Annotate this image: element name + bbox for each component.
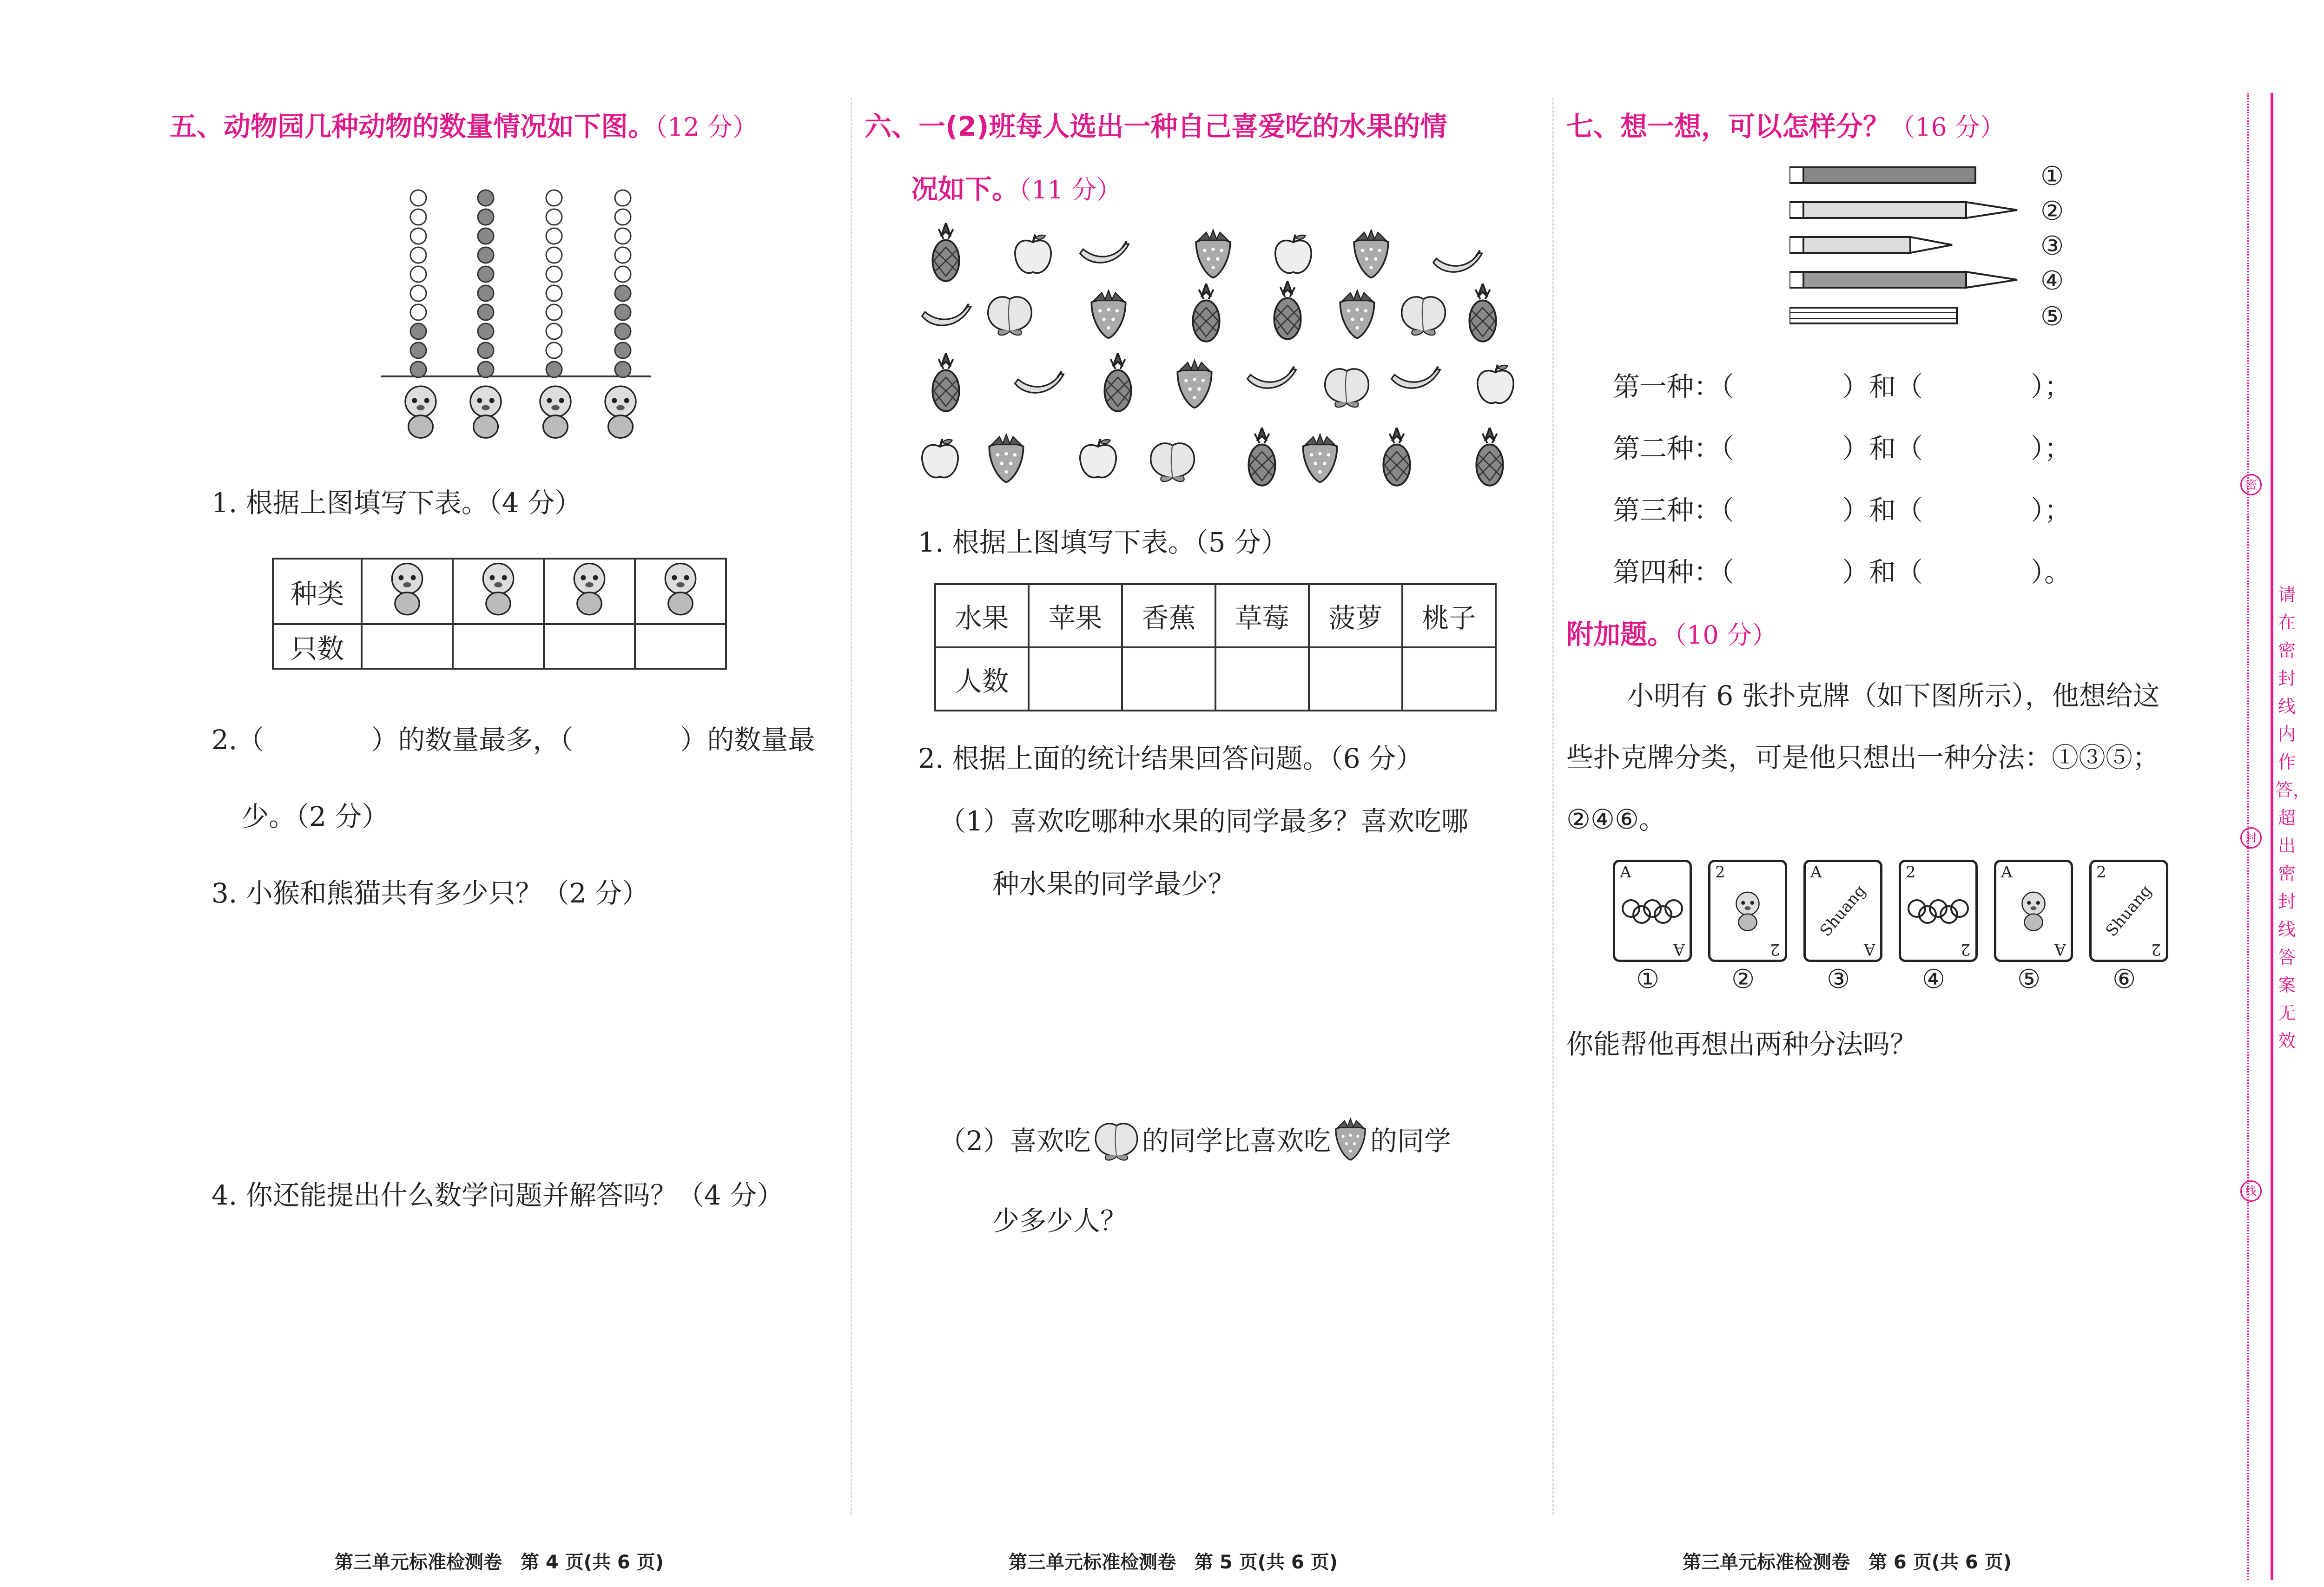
playing-card <box>1803 860 1882 962</box>
section6-sub2-line2: 少多少人？ <box>992 1205 1128 1237</box>
footer-page-5: 第三单元标准检测卷 第 5 页(共 6 页) <box>1009 1552 1338 1573</box>
table-cell-giraffe <box>544 559 635 624</box>
bonus-question: 你能帮他再想出两种分法吗？ <box>1566 1028 1917 1060</box>
section7-title <box>1566 105 2005 144</box>
bead-tiger <box>410 228 426 244</box>
bonus-answer-area[interactable] <box>1566 1069 2217 1487</box>
fruit-header-apple: 苹果 <box>1029 584 1122 647</box>
answer-cell-apple[interactable] <box>1029 647 1122 711</box>
panda-icon <box>605 386 636 438</box>
tiger-icon <box>405 386 436 438</box>
fruit-header-banana: 香蕉 <box>1122 584 1215 647</box>
section7-title-text: 七、想一想，可以怎样分？ <box>1566 111 1890 142</box>
table-header-count: 只数 <box>273 624 362 669</box>
q2-part3: ）的数量最 <box>680 724 815 756</box>
panda-icon <box>665 563 695 614</box>
bead-monkey <box>478 190 494 206</box>
banana-icon <box>1248 367 1296 388</box>
seal-mark-feng: 封 <box>2240 827 2262 849</box>
pencil-1 <box>1789 167 1975 183</box>
bead-tiger <box>410 266 426 282</box>
section6-title-line2-text: 况如下。 <box>911 173 1019 205</box>
card-rank: 2 <box>1770 940 1780 959</box>
olympic-rings-icon <box>1901 885 1975 936</box>
pencil-picture <box>1789 163 2096 339</box>
playing-card <box>1899 860 1978 962</box>
section6-title-line2 <box>911 167 1122 206</box>
bead-giraffe <box>546 266 562 282</box>
section6-sub1-line1: （1）喜欢吃哪种水果的同学最多？喜欢吃哪 <box>939 805 1468 837</box>
answer-cell-tiger[interactable] <box>362 624 453 669</box>
card-label: ③ <box>1827 964 1850 994</box>
seal-mark-xian: 线 <box>2240 1180 2262 1202</box>
playing-card <box>1708 860 1787 962</box>
answer-cell-monkey[interactable] <box>453 624 544 669</box>
bead-monkey <box>478 304 494 320</box>
bead-giraffe <box>546 323 562 339</box>
column-divider-2 <box>1552 98 1554 1515</box>
sub2-answer-area[interactable] <box>939 1245 1534 1478</box>
card-label: ② <box>1731 964 1755 994</box>
bead-giraffe <box>546 190 562 206</box>
banana-icon <box>1015 371 1064 393</box>
playing-card <box>1994 860 2073 962</box>
bead-monkey <box>478 228 494 244</box>
table-header-kind: 种类 <box>273 559 362 624</box>
q2-part1: 2.（ <box>211 724 264 756</box>
strawberry-icon <box>1331 1117 1370 1161</box>
bead-monkey <box>478 342 494 358</box>
answer-cell-giraffe[interactable] <box>544 624 635 669</box>
sub2-text-b: 的同学比喜欢吃 <box>1142 1125 1331 1157</box>
bonus-text-2: 些扑克牌分类，可是他只想出一种分法：①③⑤； <box>1566 742 2160 773</box>
bead-tiger <box>410 304 426 320</box>
giraffe-icon <box>540 386 571 438</box>
peach-icon <box>1325 369 1369 407</box>
fruit-header-strawberry: 草莓 <box>1215 584 1309 647</box>
card-rank: A <box>2054 940 2066 959</box>
bead-monkey <box>478 266 494 282</box>
page-6-column <box>1566 0 2245 1534</box>
footer-page-6: 第三单元标准检测卷 第 6 页(共 6 页) <box>1683 1552 2012 1573</box>
sub2-text-c: 的同学 <box>1370 1125 1451 1157</box>
bead-tiger <box>410 209 426 225</box>
pencil-4 <box>1789 272 2017 288</box>
split-line-2[interactable]: 第二种：（ ）和（ ）； <box>1613 433 2072 464</box>
monkey-icon <box>483 563 513 614</box>
section6-q2: 2. 根据上面的统计结果回答问题。（6 分） <box>918 743 1423 774</box>
card-row <box>1613 860 2217 999</box>
fruit-header-peach: 桃子 <box>1402 584 1496 647</box>
fruit-header-pineapple: 菠萝 <box>1309 584 1402 647</box>
bead-giraffe <box>546 247 562 263</box>
card-label: ⑤ <box>2017 964 2041 994</box>
card-rank: A <box>1673 940 1685 959</box>
bead-panda <box>615 304 631 320</box>
bead-giraffe <box>546 209 562 225</box>
section6-sub1-line2: 种水果的同学最少？ <box>992 868 1235 900</box>
page-4-column <box>158 0 837 1534</box>
olympic-rings-icon <box>1615 885 1690 936</box>
bead-tiger <box>410 323 426 339</box>
panda-icon <box>1996 885 2071 936</box>
animal-count-table <box>272 558 727 670</box>
fruit-row-4 <box>922 428 1503 486</box>
bead-tiger <box>410 190 426 206</box>
bead-panda <box>615 285 631 301</box>
strawberry-icon <box>1196 230 1230 278</box>
pineapple-icon <box>1383 428 1410 486</box>
q2-part2: ）的数量最多，（ <box>371 724 574 756</box>
chart-animals <box>405 386 636 438</box>
giraffe-icon <box>574 563 604 614</box>
section5-q2 <box>211 718 815 757</box>
fruit-row-1 <box>932 223 1482 281</box>
apple-icon <box>922 439 958 478</box>
bead-panda <box>615 190 631 206</box>
bead-monkey <box>478 323 494 339</box>
bead-panda <box>615 228 631 244</box>
fruit-header-0: 水果 <box>935 584 1029 647</box>
bead-panda <box>615 362 631 377</box>
column-divider-1 <box>851 98 852 1515</box>
peach-icon <box>1151 443 1195 481</box>
peach-icon <box>1091 1115 1142 1162</box>
bonus-points: （10 分） <box>1674 620 1777 650</box>
bead-panda <box>615 247 631 263</box>
section5-title <box>170 105 758 144</box>
card-rank: A <box>1864 940 1875 959</box>
answer-cell-banana[interactable] <box>1122 647 1215 711</box>
pencil-5 <box>1789 308 1957 323</box>
split-line-1[interactable]: 第一种：（ ）和（ ）； <box>1613 371 2072 402</box>
bead-monkey <box>478 247 494 263</box>
apple-icon <box>1015 235 1051 273</box>
bead-panda <box>615 209 631 225</box>
banana-icon <box>1392 367 1440 388</box>
apple-icon <box>1080 439 1116 478</box>
banana-icon <box>1080 241 1129 263</box>
fruit-row-header-count: 人数 <box>935 647 1029 711</box>
card-label: ① <box>1636 964 1660 994</box>
tiger-icon <box>392 563 422 614</box>
q3-answer-area[interactable] <box>211 911 816 1162</box>
playing-card <box>1613 860 1692 962</box>
panda-icon <box>1710 885 1785 936</box>
table-cell-monkey <box>453 559 544 624</box>
pineapple-icon <box>932 223 959 281</box>
bonus-title <box>1566 612 1777 652</box>
peach-icon <box>1402 297 1446 335</box>
pineapple-icon <box>1274 281 1301 339</box>
split-line-3[interactable]: 第三种：（ ）和（ ）； <box>1613 494 2072 526</box>
section5-q3: 3. 小猴和熊猫共有多少只？（2 分） <box>211 877 649 909</box>
section5-q1: 1. 根据上图填写下表。（4 分） <box>211 487 582 519</box>
animal-bead-chart <box>381 172 651 451</box>
footer-page-4: 第三单元标准检测卷 第 4 页(共 6 页) <box>335 1552 664 1573</box>
strawberry-icon <box>1177 360 1211 408</box>
peach-icon <box>988 297 1032 335</box>
strawberry-icon <box>1340 290 1374 338</box>
pineapple-icon <box>1248 428 1275 486</box>
bead-giraffe <box>546 342 562 358</box>
table-cell-panda <box>635 559 726 624</box>
strawberry-icon <box>1091 290 1125 338</box>
section5-q4: 4. 你还能提出什么数学问题并解答吗？（4 分） <box>211 1179 784 1211</box>
bead-tiger <box>410 247 426 263</box>
card-label: ④ <box>1922 964 1946 994</box>
fruit-count-table <box>934 583 1497 711</box>
strawberry-icon <box>1354 230 1388 278</box>
card-rank: 2 <box>1906 863 1916 882</box>
table-cell-tiger <box>362 559 453 624</box>
monkey-icon <box>470 386 501 438</box>
section5-title-text: 五、动物园几种动物的数量情况如下图。 <box>170 111 655 142</box>
bead-tiger <box>410 285 426 301</box>
fruit-row-3 <box>932 353 1513 411</box>
bead-tiger <box>410 342 426 358</box>
pineapple-icon <box>1193 283 1219 342</box>
fruit-row-2 <box>922 281 1496 342</box>
pencil-3 <box>1789 237 1952 253</box>
page-5-column <box>865 0 1543 1534</box>
bead-panda <box>615 323 631 339</box>
sub1-answer-area[interactable] <box>939 906 1534 1092</box>
banana-icon <box>1433 250 1482 272</box>
card-rank: A <box>1810 863 1822 882</box>
split-line-4[interactable]: 第四种：（ ）和（ ）。 <box>1613 556 2072 588</box>
pencil-label-1: ① <box>2040 163 2064 191</box>
bonus-text-3: ②④⑥。 <box>1566 803 1666 835</box>
section7-points: （16 分） <box>1890 112 2005 142</box>
pencil-label-4: ④ <box>2040 266 2064 296</box>
pineapple-icon <box>1469 283 1496 342</box>
seal-warning: 请在密封线内作答，超出密封线答案无效 <box>2275 585 2311 1051</box>
bonus-title-text: 附加题。 <box>1566 619 1675 650</box>
card-word: Shuang <box>1816 881 1870 941</box>
q4-answer-area[interactable] <box>211 1213 816 1492</box>
card-rank: A <box>1620 863 1631 882</box>
apple-icon <box>1478 365 1513 403</box>
bead-giraffe <box>546 228 562 244</box>
bonus-text-1: 小明有 6 张扑克牌（如下图所示），他想给这 <box>1627 680 2160 711</box>
card-rank: 2 <box>2096 863 2106 882</box>
answer-cell-peach[interactable] <box>1402 647 1496 711</box>
bead-monkey <box>478 209 494 225</box>
section6-title: 六、一(2)班每人选出一种自己喜爱吃的水果的情 <box>865 111 1447 142</box>
answer-cell-panda[interactable] <box>635 624 726 669</box>
pencil-label-5: ⑤ <box>2040 302 2064 332</box>
bead-giraffe <box>546 304 562 320</box>
fruit-picture <box>918 223 1541 493</box>
pencil-label-3: ③ <box>2040 231 2064 261</box>
bead-panda <box>615 266 631 282</box>
bead-giraffe <box>546 362 562 377</box>
answer-cell-pineapple[interactable] <box>1309 647 1402 711</box>
section6-points: （11 分） <box>1019 175 1122 204</box>
section5-q2-line2: 少。（2 分） <box>242 801 389 832</box>
pineapple-icon <box>1104 353 1131 411</box>
pineapple-icon <box>932 353 959 411</box>
card-rank: 2 <box>1961 940 1971 959</box>
apple-icon <box>1275 235 1311 273</box>
sub2-text-a: （2）喜欢吃 <box>939 1125 1091 1157</box>
card-word: Shuang <box>2102 881 2156 941</box>
seal-mark-mi: 密 <box>2240 474 2262 495</box>
bead-panda <box>615 342 631 358</box>
pencil-2 <box>1789 202 2017 218</box>
seal-line <box>2271 93 2273 1580</box>
section6-q1: 1. 根据上图填写下表。（5 分） <box>918 527 1288 558</box>
answer-cell-strawberry[interactable] <box>1215 647 1309 711</box>
banana-icon <box>922 304 971 325</box>
section6-sub2 <box>939 1115 1451 1162</box>
bead-tiger <box>410 362 426 377</box>
section5-points: （12 分） <box>655 112 758 142</box>
strawberry-icon <box>989 435 1023 482</box>
card-rank: 2 <box>1715 863 1725 882</box>
bead-giraffe <box>546 285 562 301</box>
playing-card <box>2089 860 2168 962</box>
card-label: ⑥ <box>2113 964 2136 994</box>
bead-monkey <box>478 285 494 301</box>
pineapple-icon <box>1476 428 1503 486</box>
pencil-label-2: ② <box>2040 196 2064 226</box>
card-rank: A <box>2001 863 2013 882</box>
card-rank: 2 <box>2151 940 2161 959</box>
strawberry-icon <box>1303 435 1337 482</box>
bead-monkey <box>478 362 494 377</box>
